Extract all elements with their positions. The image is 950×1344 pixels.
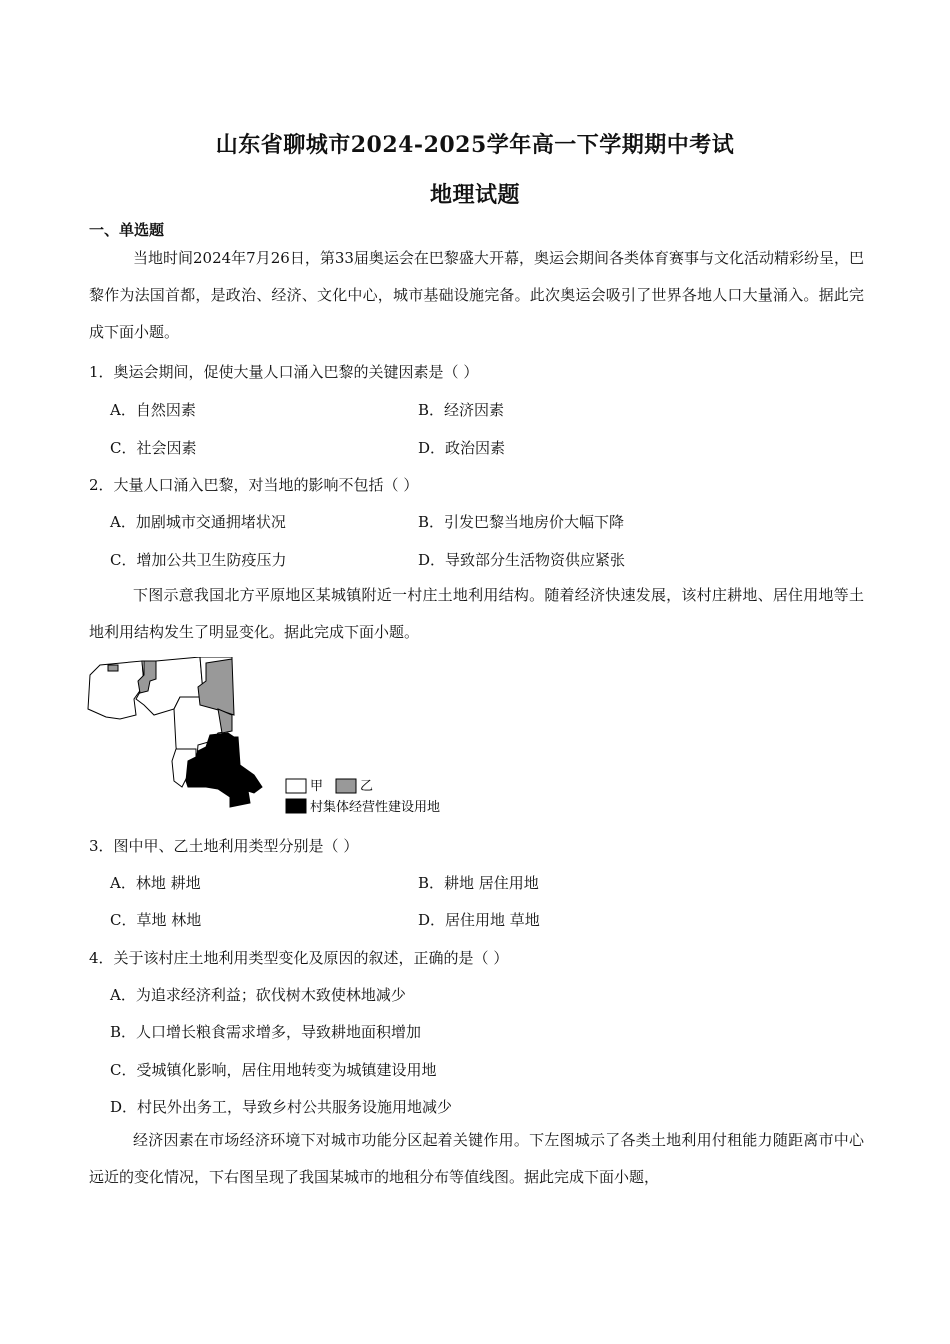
- question-1-stem: 1．奥运会期间，促使大量人口涌入巴黎的关键因素是（ ）: [89, 363, 479, 381]
- section-heading: 一、单选题: [89, 221, 165, 239]
- legend-swatch-jia: [286, 779, 306, 793]
- q3-option-b: B．耕地 居住用地: [418, 874, 539, 892]
- exam-title: 山东省聊城市2024-2025学年高一下学期期中考试: [215, 132, 735, 158]
- q1-option-d: D．政治因素: [418, 439, 506, 457]
- legend-swatch-collective: [286, 799, 306, 813]
- exam-subtitle: 地理试题: [429, 182, 520, 208]
- q1-option-c: C．社会因素: [110, 439, 197, 457]
- passage-olympics: 当地时间2024年7月26日，第33届奥运会在巴黎盛大开幕，奥运会期间各类体育赛事与文化活动精彩纷呈，巴黎作为法国首都，是政治、经济、文化中心，城市基础设施完备。此次奥运会吸引了世界各地人口大量涌入。据此完成下面小题。: [89, 249, 864, 341]
- legend-label-jia: 甲: [310, 779, 324, 794]
- q3-option-a: A．林地 耕地: [110, 874, 201, 892]
- passage-village: 下图示意我国北方平原地区某城镇附近一村庄土地利用结构。随着经济快速发展，该村庄耕地、居住用地等土地利用结构发生了明显变化。据此完成下面小题。: [89, 586, 864, 641]
- q2-option-c: C．增加公共卫生防疫压力: [110, 551, 287, 569]
- passage-land-rent: 经济因素在市场经济环境下对城市功能分区起着关键作用。下左图城示了各类土地利用付租能力随距离市中心远近的变化情况，下右图呈现了我国某城市的地租分布等值线图。据此完成下面小题，: [89, 1131, 864, 1186]
- q2-option-a: A．加剧城市交通拥堵状况: [110, 513, 286, 531]
- question-2-stem: 2．大量人口涌入巴黎，对当地的影响不包括（ ）: [89, 476, 419, 494]
- q4-option-d: D．村民外出务工，导致乡村公共服务设施用地减少: [110, 1098, 453, 1116]
- question-4-stem: 4．关于该村庄土地利用类型变化及原因的叙述，正确的是（ ）: [89, 949, 509, 967]
- map-parcel-yi-1: [108, 665, 118, 671]
- q2-option-b: B．引发巴黎当地房价大幅下降: [418, 513, 625, 531]
- land-use-map: [84, 657, 464, 819]
- q4-option-b: B．人口增长粮食需求增多，导致耕地面积增加: [110, 1023, 422, 1041]
- q3-option-d: D．居住用地 草地: [418, 911, 540, 929]
- legend-label-yi: 乙: [360, 779, 374, 794]
- legend-swatch-yi: [336, 779, 356, 793]
- q3-option-c: C．草地 林地: [110, 911, 202, 929]
- q1-option-a: A．自然因素: [110, 401, 196, 419]
- q2-option-d: D．导致部分生活物资供应紧张: [418, 551, 626, 569]
- q1-option-b: B．经济因素: [418, 401, 505, 419]
- q4-option-a: A．为追求经济利益；砍伐树木致使林地减少: [110, 986, 406, 1004]
- legend-label-collective: 村集体经营性建设用地: [310, 800, 441, 815]
- q4-option-c: C．受城镇化影响，居住用地转变为城镇建设用地: [110, 1061, 437, 1079]
- question-3-stem: 3．图中甲、乙土地利用类型分别是（ ）: [89, 837, 359, 855]
